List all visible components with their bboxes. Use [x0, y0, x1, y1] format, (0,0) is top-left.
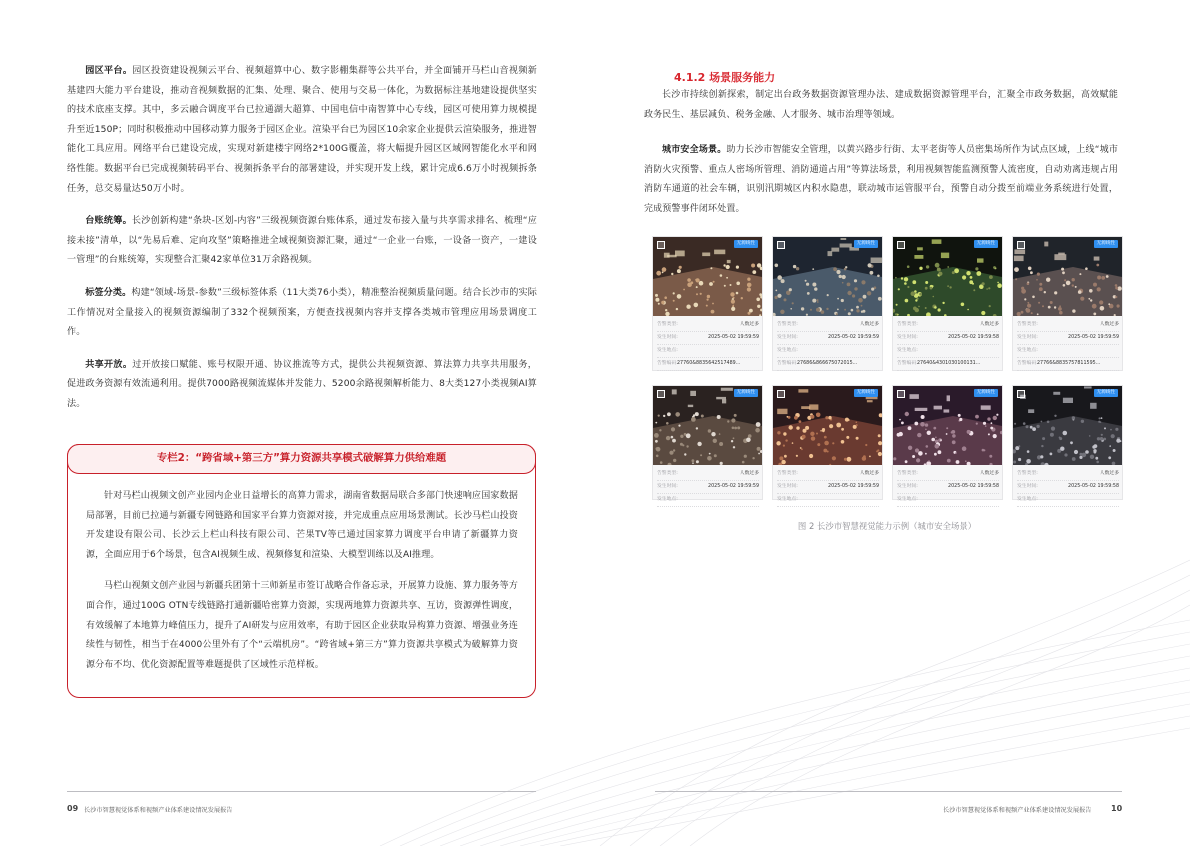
alarm-label: 发生时间:	[1017, 484, 1038, 489]
camera-badge: 无源线性	[1094, 240, 1118, 248]
paragraph-text: 助力长沙市智能安全管理，以黄兴路步行街、太平老街等人员密集场所作为试点区域，上线“城市消防火灾预警、重点人密场所管理、消防通道占用”等算法场景，利用视频智能监测预警人流密度，自动劝离违规占用消防车通道的社会车辆，识别汛期城区内积水隐患，联动城市运管服平台，预警自动分拨至前端业务系统进行处置，完成预警事件闭环处置。	[644, 145, 1118, 214]
alarm-value: 人数过多	[979, 471, 999, 476]
alarm-value: 2025-05-02 19:59:59	[828, 484, 879, 489]
section-heading: 4.1.2 场景服务能力	[674, 71, 776, 84]
camera-snapshot	[1013, 237, 1122, 316]
alarm-info	[657, 319, 759, 371]
alarm-row	[897, 468, 999, 481]
alarm-label: 发生地点:	[1017, 497, 1038, 502]
alarm-row	[1017, 332, 1119, 345]
alarm-value: 2025-05-02 19:59:58	[948, 484, 999, 489]
paragraph-text: 过开放接口赋能、账号权限开通、协议推流等方式，提供公共视频资源、算法算力共享共用服务，促进政务资源有效流通利用。提供7000路视频流媒体并发能力、5200余路视频解析能力、8大类127小类视频AI算法。	[67, 359, 537, 409]
alarm-label: 告警编码:	[777, 361, 798, 366]
alarm-label: 发生地点:	[657, 348, 678, 353]
alarm-value: 人数过多	[859, 471, 879, 476]
feature-paragraph: 针对马栏山视频文创产业园内企业日益增长的高算力需求，湖南省数据局联合多部门快速响应国家数据局部署，目前已拉通与新疆专网链路和国家平台算力资源对接，并完成重点应用场景测试。长沙马栏山投资开发建设有限公司、长沙云上栏山科技有限公司、芒果TV等已通过国家算力调度平台申请了新疆算力资源，全面应用于6个场景，包含AI视频生成、视频修复和渲染、大模型训练以及AI推理。	[86, 491, 518, 560]
alarm-info	[897, 468, 999, 507]
alarm-info	[1017, 319, 1119, 371]
alarm-row	[1017, 345, 1119, 358]
camera-card[interactable]	[652, 236, 763, 371]
alarm-value: 2025-05-02 19:59:59	[708, 335, 759, 340]
alarm-row	[897, 332, 999, 345]
paragraph-sharing	[67, 356, 537, 415]
alarm-label: 发生地点:	[897, 497, 918, 502]
alarm-row	[657, 494, 759, 507]
alarm-label: 告警类型:	[897, 471, 918, 476]
alarm-value: 人数过多	[739, 322, 759, 327]
alarm-label: 告警类型:	[1017, 471, 1038, 476]
alarm-value: 27760&8835642517489...	[677, 361, 741, 366]
left-body-text	[67, 62, 537, 428]
alarm-row	[777, 468, 879, 481]
feature-body	[86, 487, 518, 687]
alarm-row	[657, 358, 759, 371]
alarm-label: 发生时间:	[777, 484, 798, 489]
camera-snapshot	[893, 386, 1002, 465]
alarm-label: 发生地点:	[777, 497, 798, 502]
paragraph-ledger	[67, 212, 537, 271]
alarm-value: 人数过多	[979, 322, 999, 327]
camera-snapshot	[653, 386, 762, 465]
alarm-info	[1017, 468, 1119, 507]
camera-badge: 无源线性	[1094, 389, 1118, 397]
camera-badge: 无源线性	[854, 240, 878, 248]
camera-card[interactable]	[892, 236, 1003, 371]
alarm-row	[777, 332, 879, 345]
intro-paragraph: 长沙市持续创新探索，制定出台政务数据资源管理办法、建成数据资源管理平台，汇聚全市政务数据，高效赋能政务民生、基层减负、税务金融、人才服务、城市治理等领域。	[644, 90, 1118, 120]
figure-caption: 图 2 长沙市智慧视觉能力示例（城市安全场景）	[797, 521, 977, 531]
camera-snapshot	[653, 237, 762, 316]
select-checkbox[interactable]	[777, 241, 785, 249]
feature-title: 专栏2：“跨省域+第三方”算力资源共享模式破解算力供给难题	[156, 452, 447, 464]
select-checkbox[interactable]	[657, 390, 665, 398]
paragraph-text: 园区投资建设视频云平台、视频超算中心、数字影棚集群等公共平台，并全面铺开马栏山音视频新基建四大能力平台建设，推动音视频数据的汇集、处理、聚合、使用与交易一体化，为数据标注基地建设提供坚实的技术底座支撑。其中，多云融合调度平台已拉通湖大超算、中国电信中南智算中心专线，园区可使用算力规模提升至近150P；同时积极推动中国移动算力服务于园区企业。渲染平台已为园区10余家企业提供云渲染服务，推进智能化工具应用。网络平台已建设完成，实现对新建楼宇网络2*100G覆盖，将大幅提升园区区域网智能化水平和网络性能。数据平台已完成视频转码平台、视频拆条平台的部署建设，并实现开发上线，累计完成6.6万小时视频拆条任务，总交易量达50万小时。	[67, 66, 537, 194]
alarm-info	[777, 468, 879, 507]
page-number: 09	[67, 804, 79, 813]
camera-card[interactable]	[1012, 236, 1123, 371]
alarm-value: 27686&866675072015...	[797, 361, 858, 366]
footer-title: 长沙市智慧视觉体系和视频产业体系建设情况发展报告	[84, 807, 233, 814]
camera-card[interactable]	[892, 385, 1003, 500]
alarm-value: 人数过多	[1099, 322, 1119, 327]
alarm-value: 2025-05-02 19:59:59	[1068, 335, 1119, 340]
camera-snapshot	[773, 386, 882, 465]
camera-card[interactable]	[772, 385, 883, 500]
alarm-label: 告警编码:	[1017, 361, 1038, 366]
alarm-label: 告警类型:	[1017, 322, 1038, 327]
feature-box	[67, 444, 536, 698]
alarm-row	[1017, 319, 1119, 332]
camera-badge: 无源线性	[974, 240, 998, 248]
alarm-row	[657, 468, 759, 481]
alarm-value: 2025-05-02 19:59:59	[828, 335, 879, 340]
alarm-row	[777, 358, 879, 371]
alarm-value: 人数过多	[859, 322, 879, 327]
select-checkbox[interactable]	[657, 241, 665, 249]
alarm-label: 发生地点:	[657, 497, 678, 502]
camera-snapshot	[773, 237, 882, 316]
camera-badge: 无源线性	[854, 389, 878, 397]
alarm-label: 告警编码:	[897, 361, 918, 366]
paragraph-lead: 城市安全场景。	[662, 145, 727, 155]
alarm-row	[1017, 468, 1119, 481]
alarm-label: 发生时间:	[897, 484, 918, 489]
safety-paragraph	[644, 141, 1118, 219]
footer-title: 长沙市智慧视觉体系和视频产业体系建设情况发展报告	[943, 807, 1092, 814]
right-intro	[644, 86, 1118, 138]
alarm-row	[897, 481, 999, 494]
paragraph-lead: 标签分类。	[85, 287, 132, 298]
alarm-row	[657, 332, 759, 345]
alarm-row	[777, 494, 879, 507]
select-checkbox[interactable]	[1017, 390, 1025, 398]
alarm-row	[1017, 358, 1119, 371]
alarm-value: 2025-05-02 19:59:59	[708, 484, 759, 489]
alarm-row	[897, 319, 999, 332]
alarm-row	[777, 319, 879, 332]
alarm-label: 发生时间:	[1017, 335, 1038, 340]
alarm-label: 告警类型:	[657, 322, 678, 327]
alarm-row	[777, 481, 879, 494]
paragraph-park-platform	[67, 62, 537, 199]
camera-badge: 无源线性	[974, 389, 998, 397]
alarm-value: 人数过多	[739, 471, 759, 476]
paragraph-text: 长沙创新构建“条块-区划-内容”三级视频资源台账体系，通过发布接入量与共享需求排名、梳理“应接未接”清单，以“先易后难、定向攻坚”策略推进全域视频资源汇聚，通过“一企业一台账，一设备一资产，一建设一管理”的台账统筹，实现整合汇聚42家单位31万余路视频。	[67, 216, 537, 266]
alarm-label: 告警类型:	[657, 471, 678, 476]
camera-card[interactable]	[652, 385, 763, 500]
alarm-label: 发生地点:	[777, 348, 798, 353]
alarm-label: 告警编码:	[657, 361, 678, 366]
alarm-value: 2025-05-02 19:59:58	[1068, 484, 1119, 489]
alarm-label: 发生地点:	[1017, 348, 1038, 353]
page-number: 10	[1111, 804, 1123, 813]
paragraph-lead: 园区平台。	[85, 66, 133, 76]
alarm-label: 发生时间:	[777, 335, 798, 340]
alarm-row	[1017, 481, 1119, 494]
alarm-label: 告警类型:	[897, 322, 918, 327]
paragraph-tags	[67, 284, 537, 343]
alarm-row	[897, 358, 999, 371]
right-safety	[644, 141, 1118, 232]
alarm-label: 发生时间:	[657, 484, 678, 489]
alarm-row	[657, 481, 759, 494]
camera-card[interactable]	[1012, 385, 1123, 500]
alarm-row	[657, 345, 759, 358]
feature-title-bar	[67, 444, 536, 474]
alarm-label: 告警类型:	[777, 322, 798, 327]
camera-snapshot	[1013, 386, 1122, 465]
alarm-value: 人数过多	[1099, 471, 1119, 476]
alarm-row	[897, 345, 999, 358]
alarm-row	[657, 319, 759, 332]
alarm-info	[897, 319, 999, 371]
paragraph-text: 构建“领域-场景-参数”三级标签体系（11大类76小类），精准整治视频质量问题。结合长沙市的实际工作情况对全量接入的视频资源编制了332个视频预案，方便查找视频内容并支撑各类城市管理应用场景调度工作。	[67, 287, 537, 338]
alarm-value: 27640&430103010013​1...	[917, 361, 981, 366]
alarm-value: 27766&8835757811595...	[1037, 361, 1101, 366]
select-checkbox[interactable]	[897, 241, 905, 249]
alarm-row	[1017, 494, 1119, 507]
camera-badge: 无源线性	[734, 389, 758, 397]
select-checkbox[interactable]	[777, 390, 785, 398]
right-page	[595, 0, 1190, 846]
alarm-info	[657, 468, 759, 507]
alarm-label: 发生地点:	[897, 348, 918, 353]
paragraph-lead: 共享开放。	[85, 359, 133, 370]
alarm-row	[777, 345, 879, 358]
select-checkbox[interactable]	[897, 390, 905, 398]
select-checkbox[interactable]	[1017, 241, 1025, 249]
alarm-label: 发生时间:	[657, 335, 678, 340]
alarm-label: 告警类型:	[777, 471, 798, 476]
alarm-label: 发生时间:	[897, 335, 918, 340]
feature-paragraph: 马栏山视频文创产业园与新疆兵团第十三师新星市签订战略合作备忘录，开展算力设施、算力服务等方面合作，通过100G OTN专线链路打通新疆哈密算力资源，实现两地算力资源共享、互访，资源弹性调度，有效缓解了本地算力峰值压力，提升了AI研发与应用效率，有助于园区企业获取异构算力资源、增强业务连续性与韧性，相当于在4000公里外有了个“云端机房”。“跨省域+第三方”算力资源共享模式为破解算力资源分布不均、优化资源配置等难题提供了区域性示范样板。	[86, 581, 518, 670]
camera-snapshot	[893, 237, 1002, 316]
alarm-info	[777, 319, 879, 371]
paragraph-lead: 台账统筹。	[85, 216, 132, 227]
camera-badge: 无源线性	[734, 240, 758, 248]
footer-divider	[655, 791, 1122, 792]
footer-divider	[67, 791, 536, 792]
camera-card[interactable]	[772, 236, 883, 371]
alarm-value: 2025-05-02 19:59:58	[948, 335, 999, 340]
alarm-row	[897, 494, 999, 507]
